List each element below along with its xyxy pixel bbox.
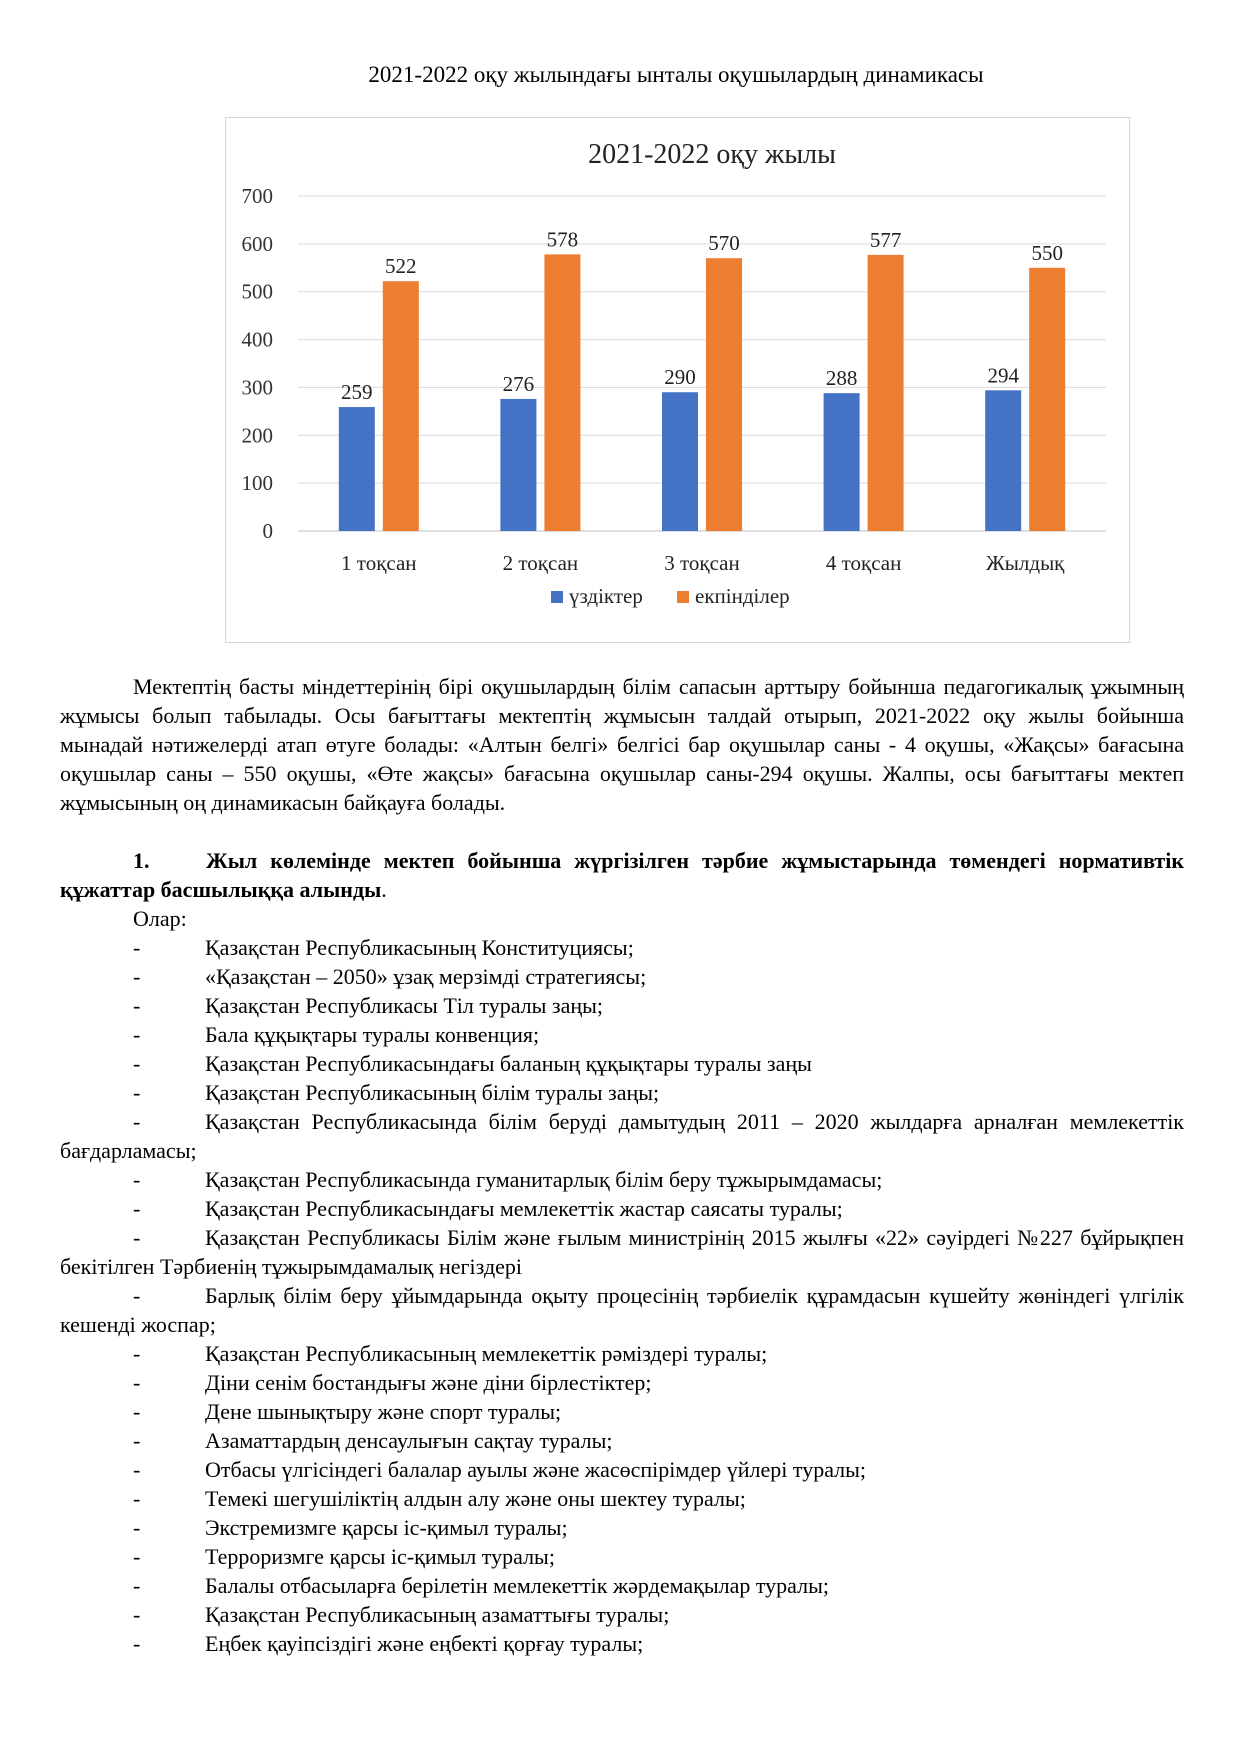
bar-chart <box>225 117 1130 643</box>
list-item-text: Қазақстан Республикасындағы мемлекеттік жастар саясаты туралы; <box>205 1196 843 1221</box>
list-bullet: - <box>133 1225 141 1250</box>
list-bullet: - <box>133 1631 141 1656</box>
list-item <box>60 991 1184 1020</box>
list-item-text: Терроризмге қарсы іс-қимыл туралы; <box>205 1544 555 1569</box>
y-tick-label: 400 <box>241 327 273 352</box>
data-label: 259 <box>341 380 373 405</box>
legend-swatch <box>677 591 689 603</box>
section-heading <box>60 846 1184 904</box>
list-item <box>60 1339 1184 1368</box>
list-bullet: - <box>133 1022 141 1047</box>
y-tick-label: 0 <box>262 519 273 543</box>
list-item-text: Балалы отбасыларға берілетін мемлекеттік жәрдемақылар туралы; <box>205 1573 829 1598</box>
legend-swatch <box>551 591 563 603</box>
legend-label: екпінділер <box>695 584 790 608</box>
data-label: 570 <box>708 231 740 256</box>
list-item-text: Қазақстан Республикасындағы баланың құқықтары туралы заңы <box>205 1051 812 1076</box>
list-item <box>60 1455 1184 1484</box>
list-item <box>60 1368 1184 1397</box>
x-tick-label: 4 тоқсан <box>825 551 902 575</box>
data-label: 276 <box>502 371 535 396</box>
bar-екпінділер <box>383 281 419 531</box>
list-item <box>60 1020 1184 1049</box>
y-tick-label: 100 <box>241 471 273 496</box>
list-item <box>60 1194 1184 1223</box>
data-label: 577 <box>869 227 902 252</box>
list-bullet: - <box>133 1399 141 1424</box>
list-bullet: - <box>133 1486 141 1511</box>
list-item-text: Бала құқықтары туралы конвенция; <box>205 1022 540 1047</box>
list-item-text: Экстремизмге қарсы іс-қимыл туралы; <box>205 1515 568 1540</box>
list-item <box>60 1629 1184 1658</box>
y-tick-label: 500 <box>241 279 273 304</box>
list-item <box>60 1049 1184 1078</box>
list-bullet: - <box>133 993 141 1018</box>
summary-paragraph: Мектептің басты міндеттерінің бірі оқушылардың білім сапасын арттыру бойынша педагогикалық ұжымның жұмысы болып табылады. Осы бағыттағы мектептің жұмысын талдай отырып, 2021-2022 оқу жылы бойынша мынадай нәтижелерді атап өтуге болады: «Алтын белгі» белгісі бар оқушылар саны - 4 оқушы, «Жақсы» бағасына оқушылар саны – 550 оқушы, «Өте жақсы» бағасына оқушылар саны-294 оқушы. Жалпы, осы бағыттағы мектеп жұмысының оң динамикасын байқауға болады. <box>60 674 1184 815</box>
list-item <box>60 1281 1184 1339</box>
list-item-text: Қазақстан Республикасы Білім және ғылым министрінің 2015 жылғы «22» сәуірдегі №227 бұйрықпен бекітілген Тәрбиенің тұжырымдамалық негіздері <box>60 1225 1184 1279</box>
y-tick-label: 200 <box>241 423 273 448</box>
data-label: 578 <box>546 227 579 252</box>
data-label: 550 <box>1031 240 1063 265</box>
list-bullet: - <box>133 1196 141 1221</box>
x-tick-label: 1 тоқсан <box>341 551 417 575</box>
bar-үздіктер <box>985 390 1021 531</box>
section-heading-end: . <box>381 877 387 902</box>
bar-үздіктер <box>824 393 860 531</box>
list-bullet: - <box>133 1515 141 1540</box>
data-label: 288 <box>825 366 858 391</box>
data-label: 522 <box>385 254 417 279</box>
list-item <box>60 962 1184 991</box>
list-intro: Олар: <box>133 906 187 931</box>
list-item-text: «Қазақстан – 2050» ұзақ мерзімді стратегиясы; <box>205 964 647 989</box>
list-item-text: Қазақстан Республикасында гуманитарлық білім беру тұжырымдамасы; <box>205 1167 883 1192</box>
x-tick-label: Жылдық <box>985 551 1065 575</box>
data-label: 294 <box>987 363 1019 388</box>
list-item <box>60 1600 1184 1629</box>
section-heading-text: Жыл көлемінде мектеп бойынша жүргізілген тәрбие жұмыстарында төмендегі нормативтік құжаттар басшылыққа алынды <box>60 848 1184 902</box>
regulations-list <box>60 933 1184 1658</box>
bar-екпінділер <box>544 254 580 531</box>
bar-екпінділер <box>868 255 904 531</box>
list-item <box>60 933 1184 962</box>
y-tick-label: 600 <box>241 231 273 256</box>
list-item-text: Отбасы үлгісіндегі балалар ауылы және жасөспірімдер үйлері туралы; <box>205 1457 867 1482</box>
list-item <box>60 1571 1184 1600</box>
y-tick-label: 700 <box>241 184 273 208</box>
list-bullet: - <box>133 964 141 989</box>
list-bullet: - <box>133 1573 141 1598</box>
list-item-text: Темекі шегушіліктің алдын алу және оны шектеу туралы; <box>205 1486 746 1511</box>
y-tick-label: 300 <box>241 375 273 400</box>
list-item-text: Қазақстан Республикасында білім беруді дамытудың 2011 – 2020 жылдарға арналған мемлекеттік бағдарламасы; <box>60 1109 1184 1163</box>
list-item-text: Азаматтардың денсаулығын сақтау туралы; <box>205 1428 613 1453</box>
list-item <box>60 1107 1184 1165</box>
list-item-text: Қазақстан Республикасының Конституциясы; <box>205 935 634 960</box>
list-bullet: - <box>133 1544 141 1569</box>
chart-svg <box>226 118 1129 642</box>
x-tick-label: 3 тоқсан <box>664 551 740 575</box>
list-item-text: Қазақстан Республикасының білім туралы заңы; <box>205 1080 660 1105</box>
list-bullet: - <box>133 935 141 960</box>
list-bullet: - <box>133 1370 141 1395</box>
list-item-text: Қазақстан Республикасының азаматтығы туралы; <box>205 1602 670 1627</box>
list-item <box>60 1513 1184 1542</box>
list-bullet: - <box>133 1109 141 1134</box>
legend-label: үздіктер <box>569 584 643 608</box>
list-item-text: Еңбек қауіпсіздігі және еңбекті қорғау туралы; <box>205 1631 644 1656</box>
section-number: 1. <box>133 848 150 873</box>
chart-title: 2021-2022 оқу жылы <box>588 139 836 170</box>
document-title: 2021-2022 оқу жылындағы ынталы оқушылардың динамикасы <box>368 62 984 87</box>
bar-үздіктер <box>339 407 375 531</box>
bar-екпінділер <box>706 258 742 531</box>
data-label: 290 <box>664 365 696 390</box>
list-item <box>60 1223 1184 1281</box>
list-item-text: Қазақстан Республикасының мемлекеттік рәміздері туралы; <box>205 1341 768 1366</box>
list-bullet: - <box>133 1051 141 1076</box>
list-bullet: - <box>133 1283 141 1308</box>
list-item <box>60 1426 1184 1455</box>
list-bullet: - <box>133 1428 141 1453</box>
list-bullet: - <box>133 1341 141 1366</box>
list-item-text: Діни сенім бостандығы және діни бірлестіктер; <box>205 1370 652 1395</box>
bar-үздіктер <box>500 399 536 531</box>
document-body <box>60 672 1184 1658</box>
list-bullet: - <box>133 1457 141 1482</box>
list-item-text: Қазақстан Республикасы Тіл туралы заңы; <box>205 993 604 1018</box>
list-bullet: - <box>133 1080 141 1105</box>
list-bullet: - <box>133 1167 141 1192</box>
list-item-text: Барлық білім беру ұйымдарында оқыту процесінің тәрбиелік құрамдасын күшейту жөніндегі үлгілік кешенді жоспар; <box>60 1283 1184 1337</box>
list-item-text: Дене шынықтыру және спорт туралы; <box>205 1399 562 1424</box>
list-bullet: - <box>133 1602 141 1627</box>
x-tick-label: 2 тоқсан <box>502 551 579 575</box>
bar-екпінділер <box>1029 268 1065 531</box>
list-item <box>60 1078 1184 1107</box>
list-item <box>60 1484 1184 1513</box>
list-item <box>60 1397 1184 1426</box>
list-item <box>60 1542 1184 1571</box>
bar-үздіктер <box>662 392 698 531</box>
list-item <box>60 1165 1184 1194</box>
